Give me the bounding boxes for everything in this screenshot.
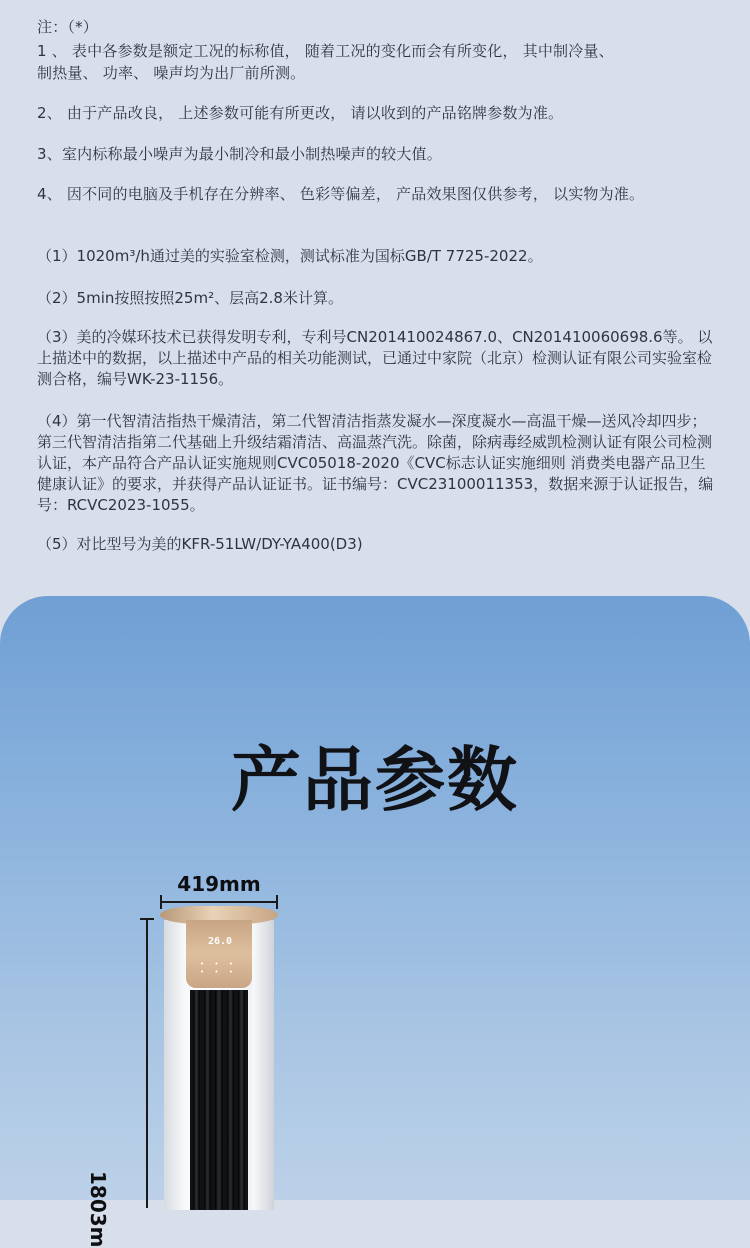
grille-slat xyxy=(238,990,245,1210)
panel-display: 26.0 xyxy=(208,936,233,947)
width-dimension-label: 419mm xyxy=(177,872,261,896)
unit-side-right xyxy=(252,920,274,1210)
note-item-3: 3、室内标称最小噪声为最小制冷和最小制热噪声的较大值。 xyxy=(37,145,442,163)
air-conditioner-image xyxy=(160,906,278,1206)
footnote-3: （3）美的冷媒环技术已获得发明专利，专利号CN201410024867.0、CN201410060698.6等。 以上描述中的数据，以上描述中产品的相关功能测试，已通过中家院（北京）检测认证有限公司实验室检测合格，编号WK-23-1156。 xyxy=(37,328,713,388)
note-item-1: 1 、 表中各参数是额定工况的标称值， 随着工况的变化而会有所变化， 其中制冷量、 xyxy=(37,42,614,60)
footnote-2: （2）5min按照按照25m²、层高2.8米计算。 xyxy=(37,289,343,307)
footnote-4: （4）第一代智清洁指热干燥清洁，第二代智清洁指蒸发凝水—深度凝水—高温干燥—送风冷却四步；第三代智清洁指第二代基础上升级结霜清洁、高温蒸汽洗。除菌，除病毒经威凯检测认证有限公司检测认证，本产品符合产品认证实施规则CVC05018-2020《CVC标志认证实施细则 消费类电器产品卫生健康认证》的要求，并获得产品认证证书。证书编号：CVC23100011353，数据来源于认证报告，编号：RCVC2023-1055。 xyxy=(37,412,714,514)
panel-buttons-icon: • • • • • • xyxy=(200,960,237,976)
note-item-2: 2、 由于产品改良， 上述参数可能有所更改， 请以收到的产品铭牌参数为准。 xyxy=(37,104,564,122)
air-outlet-grille xyxy=(190,990,248,1210)
section-title: 产品参数 xyxy=(231,739,519,821)
footnote-5: （5）对比型号为美的KFR-51LW/DY-YA400(D3) xyxy=(37,535,363,553)
grille-slat xyxy=(227,990,234,1210)
control-panel xyxy=(186,920,252,988)
notes-section xyxy=(0,0,750,600)
grille-slat xyxy=(204,990,211,1210)
grille-slat xyxy=(193,990,200,1210)
width-dimension-line xyxy=(160,901,278,903)
height-dimension-label: 1803m xyxy=(86,1171,110,1248)
unit-side-left xyxy=(164,920,186,1210)
product-parameters-section xyxy=(0,596,750,1248)
notes-header: 注：（*） xyxy=(37,18,99,36)
note-item-4: 4、 因不同的电脑及手机存在分辨率、 色彩等偏差， 产品效果图仅供参考， 以实物为准。 xyxy=(37,185,645,203)
grille-slat xyxy=(215,990,222,1210)
height-dimension-line xyxy=(146,918,148,1208)
note-item-1-continued: 制热量、 功率、 噪声均为出厂前所测。 xyxy=(37,64,306,82)
footnote-1: （1）1020m³/h通过美的实验室检测，测试标准为国标GB/T 7725-2022。 xyxy=(37,247,543,265)
